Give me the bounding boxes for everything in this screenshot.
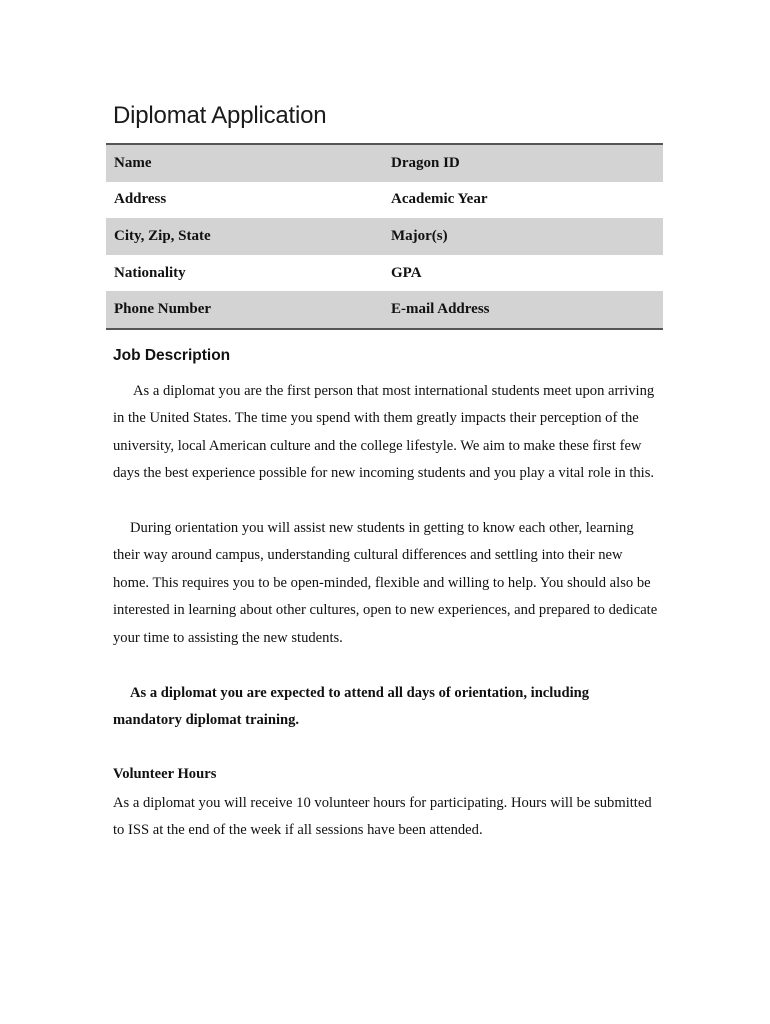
document-title: Diplomat Application [113, 102, 327, 129]
field-label-dragon-id: Dragon ID [391, 154, 460, 171]
job-description-paragraph-2: During orientation you will assist new students in getting to know each other, learning their way around campus, understanding cultural differences and settling into their new home. This requires you to be open-minded, flexible and willing to help. You should also be interested in learning about other cultures, open to new experiences, and prepared to dedicate your time to assisting the new students. [113, 520, 658, 646]
volunteer-hours-heading: Volunteer Hours [113, 766, 217, 782]
table-row [106, 291, 663, 328]
table-row [106, 145, 663, 182]
table-row [106, 218, 663, 255]
job-description-heading: Job Description [113, 347, 231, 364]
field-label-gpa: GPA [391, 264, 422, 281]
applicant-info-table [106, 143, 663, 330]
job-description-paragraph-1: As a diplomat you are the first person that most international students meet upon arriving in the United States. The time you spend with them greatly impacts their perception of the university, local American culture and the college lifestyle. We aim to make these first few days the best experience possible for new incoming students and you play a vital role in this. [113, 383, 655, 482]
field-label-nationality: Nationality [114, 264, 186, 281]
volunteer-hours-paragraph: As a diplomat you will receive 10 volunteer hours for participating. Hours will be submitted to ISS at the end of the week if all sessions have been attended. [113, 795, 652, 839]
field-label-academic-year: Academic Year [391, 191, 488, 208]
field-label-majors: Major(s) [391, 227, 448, 244]
attendance-requirement: As a diplomat you are expected to attend all days of orientation, including mandatory diplomat training. [113, 685, 590, 729]
field-label-phone-number: Phone Number [114, 301, 212, 318]
field-label-address: Address [114, 191, 167, 208]
field-label-email-address: E-mail Address [391, 301, 490, 318]
field-label-city-zip-state: City, Zip, State [114, 227, 211, 244]
table-row [106, 182, 663, 219]
field-label-name: Name [114, 154, 152, 171]
table-row [106, 255, 663, 292]
